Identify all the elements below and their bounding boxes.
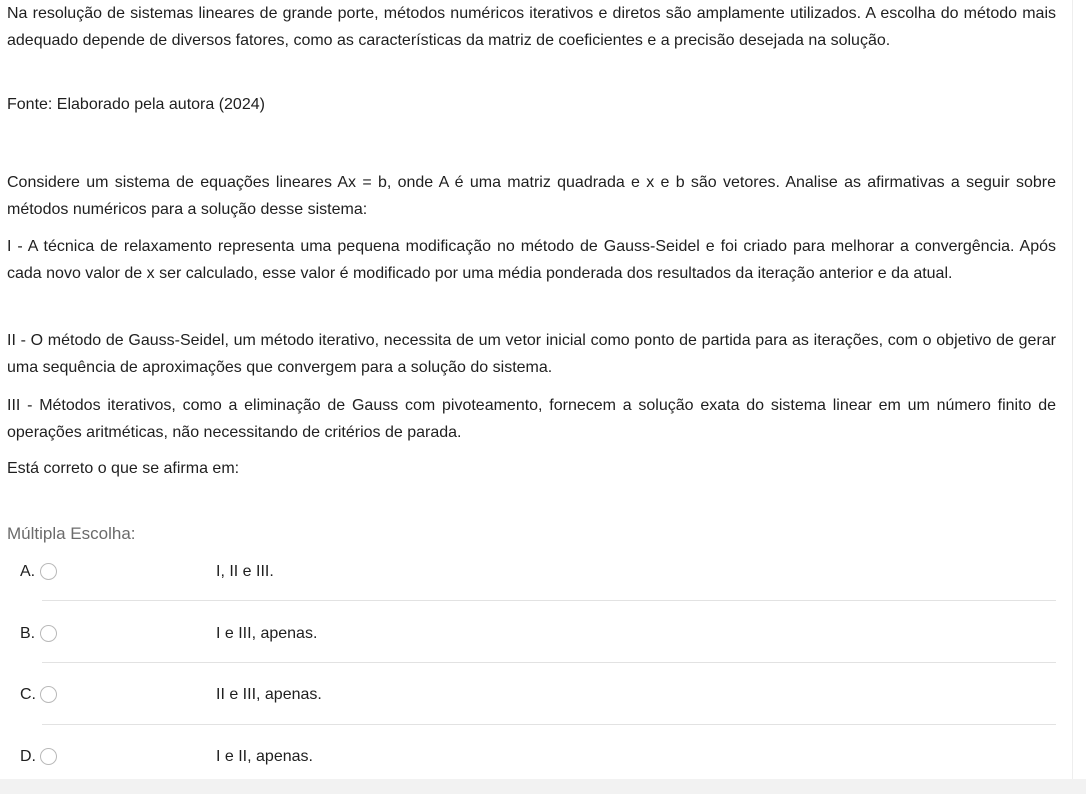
option-divider [42, 662, 1056, 663]
option-divider [42, 600, 1056, 601]
multiple-choice-label: Múltipla Escolha: [7, 524, 136, 543]
bottom-edge [0, 779, 1086, 794]
question-prompt: Está correto o que se afirma em: [7, 460, 240, 477]
option-text: I e III, apenas. [216, 625, 318, 642]
radio-button-icon[interactable] [40, 563, 57, 580]
question-intro: Na resolução de sistemas lineares de grande porte, métodos numéricos iterativos e diretos são amplamente utilizados. A escolha do método mais adequado depende de diversos fatores, como as características da matriz de coeficientes e a precisão desejada na solução. [7, 5, 1056, 49]
radio-button-icon[interactable] [40, 625, 57, 642]
option-c[interactable] [20, 684, 1056, 714]
option-divider [42, 724, 1056, 725]
option-b[interactable] [20, 623, 1056, 653]
statement-ii: II - O método de Gauss-Seidel, um método iterativo, necessita de um vetor inicial como ponto de partida para as iterações, com o objetivo de gerar uma sequência de aproximações que convergem para a solução do sistema. [7, 332, 1056, 376]
option-text: I e II, apenas. [216, 748, 313, 765]
question-context: Considere um sistema de equações lineares Ax = b, onde A é uma matriz quadrada e x e b são vetores. Analise as afirmativas a seguir sobre métodos numéricos para a solução desse sistema: [7, 174, 1056, 218]
option-letter: C. [20, 686, 36, 703]
statement-iii: III - Métodos iterativos, como a eliminação de Gauss com pivoteamento, fornecem a solução exata do sistema linear em um número finito de operações aritméticas, não necessitando de critérios de parada. [7, 397, 1056, 441]
radio-button-icon[interactable] [40, 686, 57, 703]
option-letter: A. [20, 563, 36, 580]
radio-button-icon[interactable] [40, 748, 57, 765]
option-letter: B. [20, 625, 36, 642]
option-a[interactable] [20, 561, 1056, 591]
option-text: I, II e III. [216, 563, 274, 580]
question-source: Fonte: Elaborado pela autora (2024) [7, 96, 265, 113]
statement-i: I - A técnica de relaxamento representa uma pequena modificação no método de Gauss-Seidel e foi criado para melhorar a convergência. Após cada novo valor de x ser calculado, esse valor é modificado por uma média ponderada dos resultados da iteração anterior e da atual. [7, 238, 1056, 282]
option-letter: D. [20, 748, 36, 765]
option-d[interactable] [20, 746, 1056, 776]
option-text: II e III, apenas. [216, 686, 322, 703]
scrollbar-gutter [1072, 0, 1086, 794]
